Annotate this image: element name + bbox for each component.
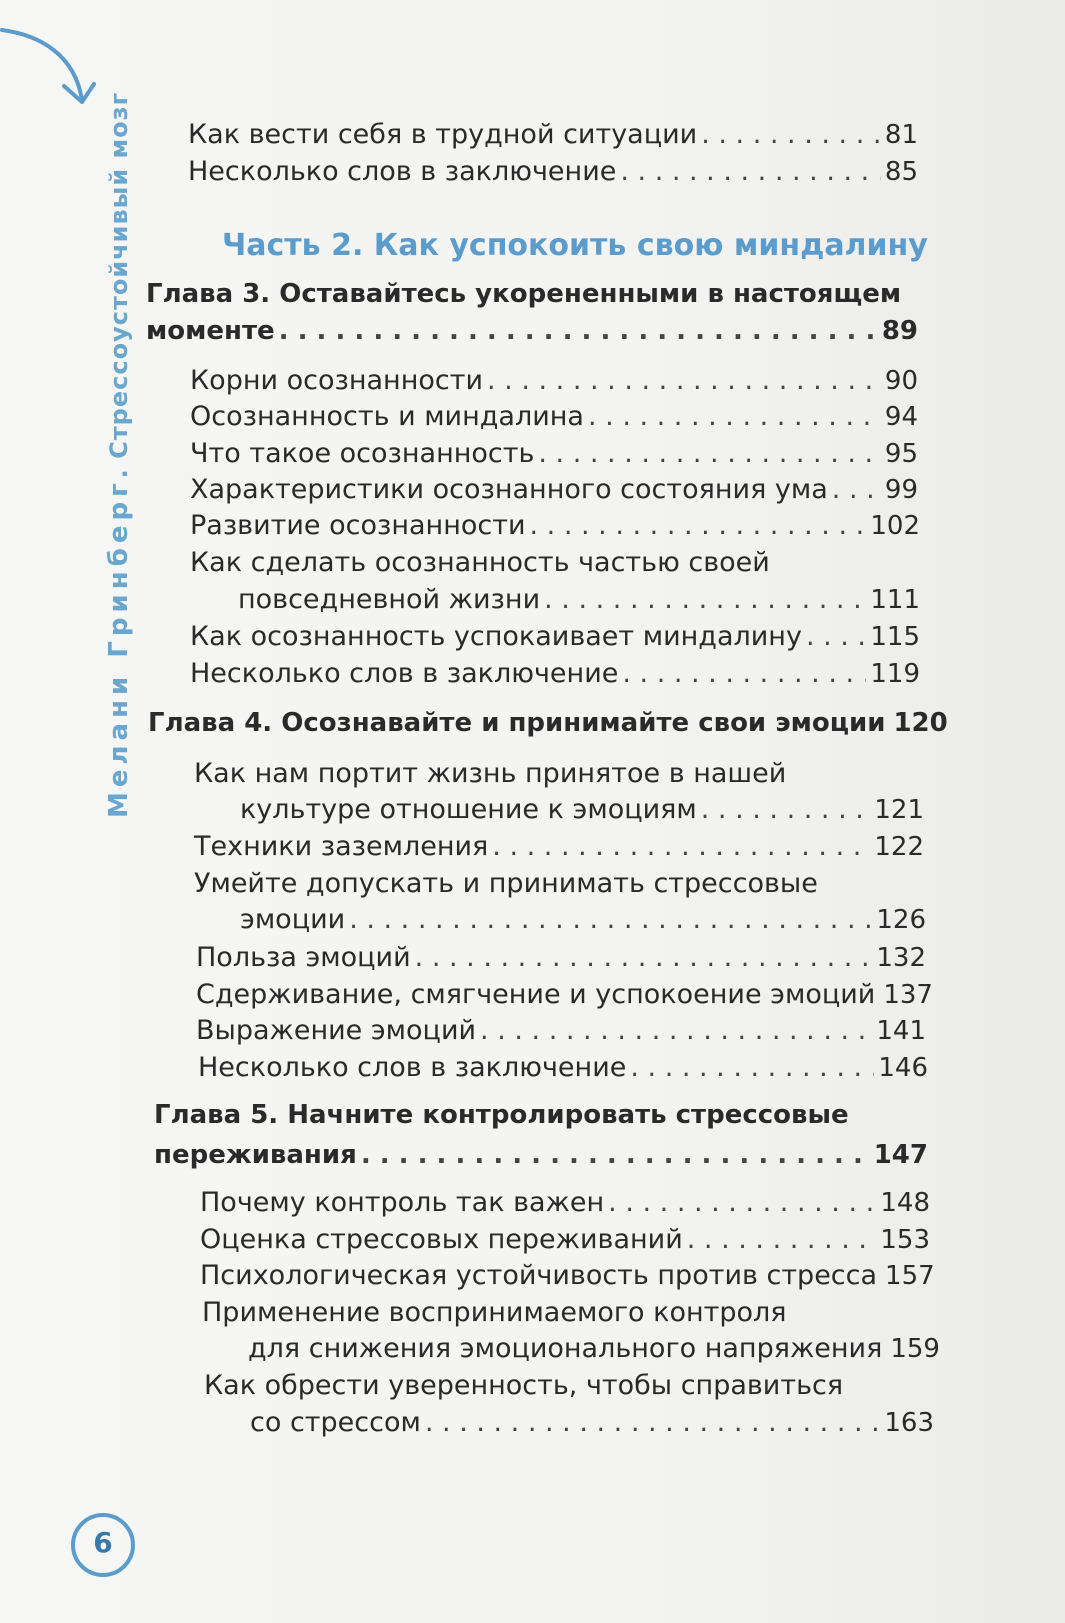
toc-entry	[190, 400, 918, 434]
toc-entry-title: Психологическая устойчивость против стресса	[200, 1260, 878, 1291]
toc-entry	[240, 903, 926, 937]
chapter-entry	[146, 314, 918, 348]
toc-entry	[194, 830, 924, 864]
toc-entry-page: 157	[885, 1261, 935, 1291]
chapter-heading-line: Глава 5. Начните контролировать стрессовые	[154, 1100, 849, 1130]
toc-entry-page: 163	[884, 1408, 934, 1438]
toc-entry-page: 146	[878, 1053, 928, 1083]
toc-entry-title: Как осознанность успокаивает миндалину	[190, 621, 802, 652]
chapter-page: 89	[881, 316, 918, 346]
toc-entry-page: 141	[876, 1016, 926, 1046]
leader-dots	[487, 364, 881, 398]
toc-entry-page: 137	[883, 980, 933, 1010]
toc-entry	[238, 583, 920, 617]
toc-entry	[250, 1406, 934, 1440]
leader-dots	[349, 903, 872, 937]
leader-dots	[538, 437, 881, 471]
toc-entry-title: Развитие осознанности	[190, 510, 526, 541]
toc-entry-page: 115	[870, 622, 920, 652]
leader-dots	[415, 941, 873, 975]
toc-entry-page: 148	[880, 1188, 930, 1218]
leader-dots	[630, 1051, 874, 1085]
toc-entry-title: Несколько слов в заключение	[188, 156, 617, 187]
toc-entry-page: 159	[890, 1334, 940, 1364]
running-title-author: Мелани Гринберг	[104, 478, 134, 818]
toc-entry-line: Умейте допускать и принимать стрессовые	[194, 868, 818, 899]
leader-dots	[622, 657, 866, 691]
chapter-title: моменте	[146, 316, 275, 346]
toc-entry-page: 94	[884, 402, 918, 432]
chapter-heading-line: Глава 3. Оставайтесь укорененными в настоящем	[146, 279, 902, 309]
toc-entry	[248, 1332, 940, 1366]
toc-entry-title: Выражение эмоций	[196, 1015, 477, 1046]
chapter-page: 147	[873, 1140, 928, 1170]
toc-entry-title: Сдерживание, смягчение и успокоение эмоций	[196, 979, 876, 1010]
toc-entry-page: 95	[884, 439, 918, 469]
toc-entry-title: Характеристики осознанного состояния ума	[190, 474, 828, 505]
toc-entry	[196, 941, 926, 975]
leader-dots	[480, 1014, 872, 1048]
leader-dots	[608, 1186, 876, 1220]
toc-entry-line: Применение воспринимаемого контроля	[202, 1297, 787, 1328]
page-number-text: 6	[93, 1526, 113, 1559]
toc-entry-line: Как сделать осознанность частью своей	[190, 547, 770, 578]
toc-entry-title: Почему контроль так важен	[200, 1187, 605, 1218]
toc-entry	[196, 1014, 926, 1048]
toc-entry-title: культуре отношение к эмоциям	[240, 794, 697, 825]
toc-entry	[188, 155, 918, 189]
toc-entry-title: эмоции	[240, 904, 346, 935]
page-number	[68, 1510, 138, 1580]
leader-dots	[832, 473, 881, 507]
toc-entry-page: 102	[870, 511, 920, 541]
running-title-book: Стрессоустойчивый мозг	[105, 91, 133, 459]
chapter-entry	[154, 1138, 928, 1172]
toc-entry	[190, 364, 918, 398]
toc-entry-title: Корни осознанности	[190, 365, 483, 396]
toc-entry-title: Как вести себя в трудной ситуации	[188, 119, 698, 150]
toc-entry	[190, 473, 918, 507]
toc-entry	[190, 657, 920, 691]
chapter-title: Глава 4. Осознавайте и принимайте свои эмоции	[148, 708, 886, 738]
toc-entry-title: со стрессом	[250, 1407, 421, 1438]
toc-entry-page: 99	[884, 475, 918, 505]
leader-dots	[701, 118, 881, 152]
toc-entry	[190, 437, 918, 471]
part-heading: Часть 2. Как успокоить свою миндалину	[222, 228, 928, 263]
leader-dots	[361, 1138, 870, 1172]
toc-entry	[200, 1223, 930, 1257]
toc-entry-page: 81	[884, 120, 918, 150]
toc-entry-page: 132	[876, 943, 926, 973]
toc-entry-page: 121	[874, 795, 924, 825]
toc-entry	[198, 1051, 928, 1085]
toc-entry-title: Техники заземления	[194, 831, 489, 862]
toc-entry-line: Как обрести уверенность, чтобы справиться	[204, 1370, 844, 1401]
toc-entry-page: 90	[884, 366, 918, 396]
leader-dots	[588, 400, 881, 434]
leader-dots	[544, 583, 866, 617]
toc-entry-title: Что такое осознанность	[190, 438, 535, 469]
toc-entry-title: для снижения эмоционального напряжения	[248, 1333, 883, 1364]
leader-dots	[530, 509, 867, 543]
toc-entry-page: 119	[870, 659, 920, 689]
toc-entry-page: 153	[880, 1225, 930, 1255]
leader-dots	[620, 155, 881, 189]
chapter-entry	[148, 706, 948, 740]
toc-entry-page: 111	[870, 585, 920, 615]
toc-entry-title: Несколько слов в заключение	[190, 658, 619, 689]
running-title: Мелани Гринберг. Стрессоустойчивый мозг	[104, 91, 134, 818]
toc-entry	[240, 793, 924, 827]
toc-entry-title: Польза эмоций	[196, 942, 411, 973]
chapter-page: 120	[893, 708, 948, 738]
leader-dots	[701, 793, 871, 827]
toc-entry-title: повседневной жизни	[238, 584, 541, 615]
toc-entry	[190, 509, 920, 543]
toc-entry	[200, 1259, 935, 1293]
toc-entry-title: Оценка стрессовых переживаний	[200, 1224, 683, 1255]
toc-entry	[190, 620, 920, 654]
chapter-title: переживания	[154, 1140, 357, 1170]
toc-entry	[200, 1186, 930, 1220]
toc-entry	[188, 118, 918, 152]
toc-entry	[196, 978, 933, 1012]
leader-dots	[425, 1406, 881, 1440]
toc-entry-page: 122	[874, 832, 924, 862]
leader-dots	[279, 314, 878, 348]
leader-dots	[687, 1223, 877, 1257]
toc-entry-line: Как нам портит жизнь принятое в нашей	[194, 758, 787, 789]
leader-dots	[806, 620, 866, 654]
toc-entry-title: Несколько слов в заключение	[198, 1052, 627, 1083]
leader-dots	[492, 830, 870, 864]
toc-entry-title: Осознанность и миндалина	[190, 401, 584, 432]
toc-entry-page: 85	[884, 157, 918, 187]
toc-entry-page: 126	[876, 905, 926, 935]
